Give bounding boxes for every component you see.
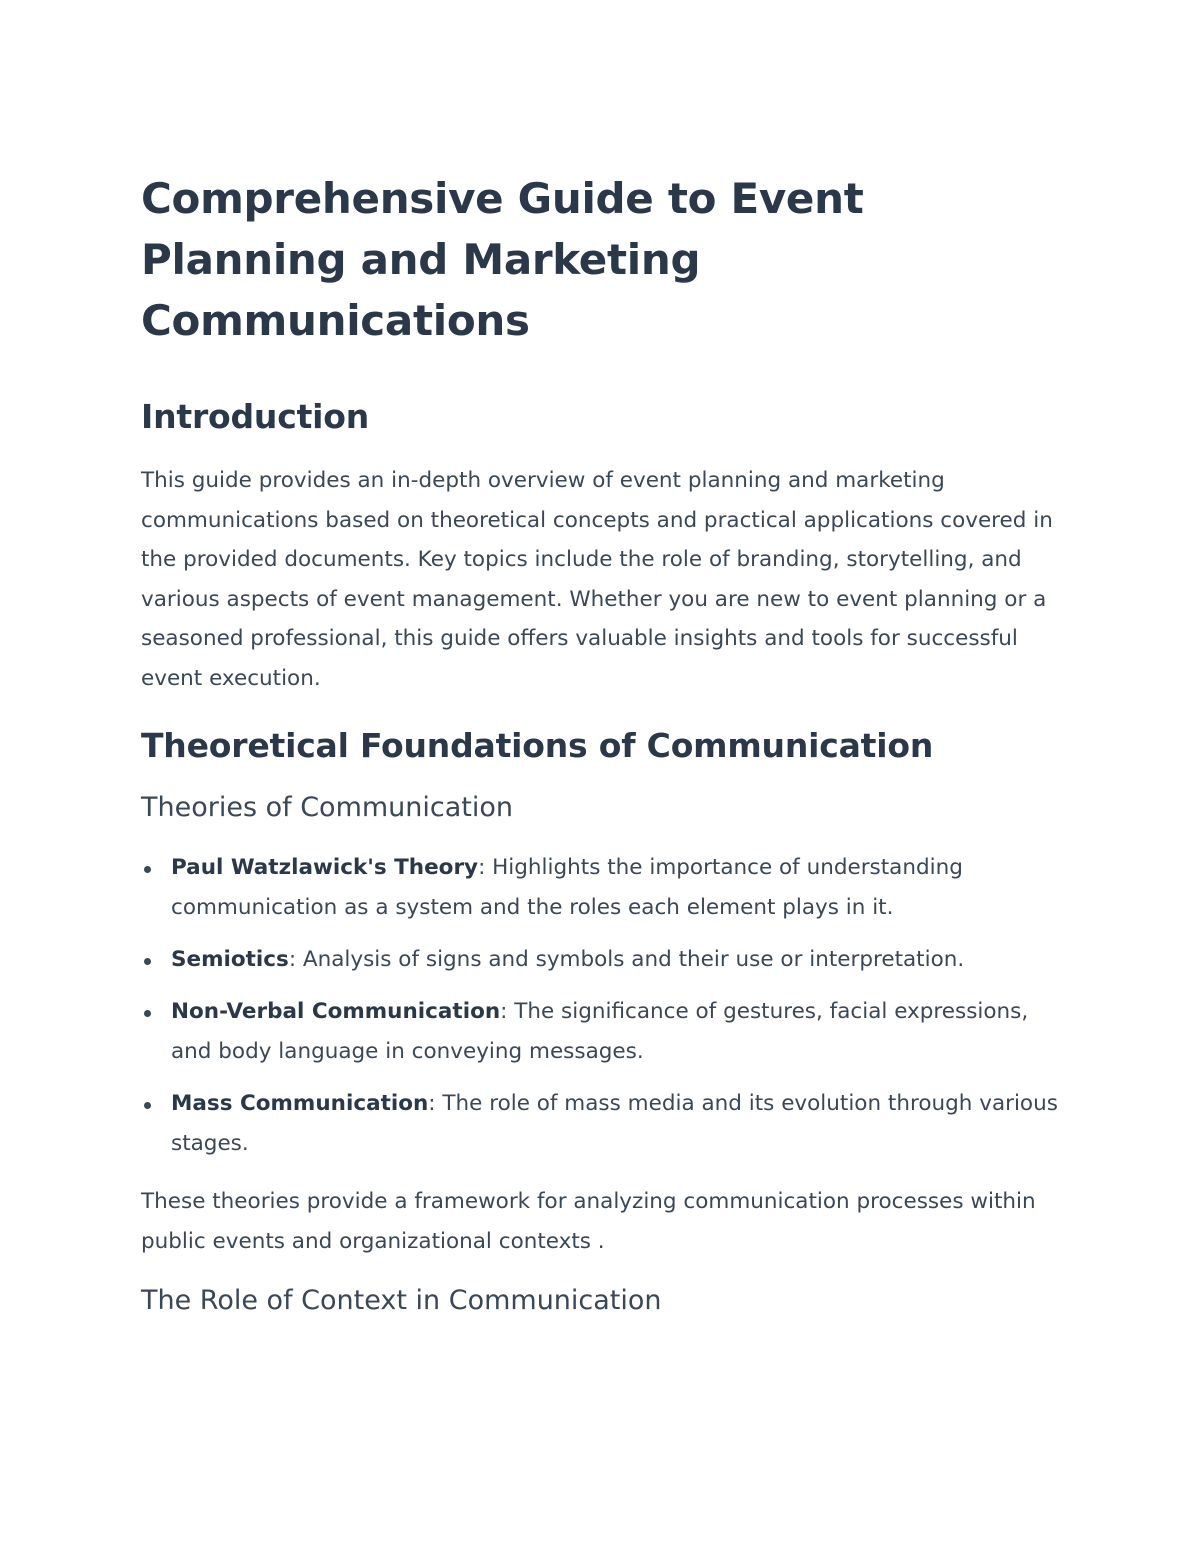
list-item <box>141 940 1071 980</box>
list-item-term: Paul Watzlawick's Theory <box>171 855 479 880</box>
list-item <box>141 992 1071 1072</box>
list-item <box>141 848 1071 928</box>
foundations-heading: Theoretical Foundations of Communication <box>141 726 934 765</box>
bullet-icon <box>144 1010 151 1017</box>
list-item-description: : Analysis of signs and symbols and their use or interpretation. <box>288 947 965 972</box>
bullet-icon <box>144 958 151 965</box>
list-item-term: Mass Communication <box>171 1091 429 1116</box>
list-item-description: : The significance of gestures, facial expressions, and body language in conveying messages. <box>171 999 1029 1064</box>
introduction-heading: Introduction <box>141 397 370 436</box>
introduction-paragraph: This guide provides an in-depth overview of event planning and marketing communications based on theoretical concepts and practical applications covered in the provided documents. Key topics include the role of branding, storytelling, and various aspects of event management. Whether you are new to event planning or a seasoned professional, this guide offers valuable insights and tools for successful event execution. <box>141 468 1053 691</box>
bullet-icon <box>144 1102 151 1109</box>
document-title: Comprehensive Guide to Event Planning and Marketing Communications <box>141 174 864 345</box>
context-subheading: The Role of Context in Communication <box>141 1285 662 1316</box>
list-item <box>141 1084 1071 1164</box>
theories-summary-paragraph: These theories provide a framework for analyzing communication processes within public events and organizational contexts . <box>141 1189 1036 1254</box>
list-item-description: : Highlights the importance of understanding communication as a system and the roles each element plays in it. <box>171 855 963 920</box>
bullet-icon <box>144 866 151 873</box>
theories-list <box>141 848 1071 1164</box>
list-item-term: Semiotics <box>171 947 289 972</box>
list-item-term: Non-Verbal Communication <box>171 999 501 1024</box>
list-item-description: : The role of mass media and its evolution through various stages. <box>171 1091 1058 1156</box>
document-page <box>141 168 1071 1341</box>
theories-subheading: Theories of Communication <box>141 792 514 823</box>
